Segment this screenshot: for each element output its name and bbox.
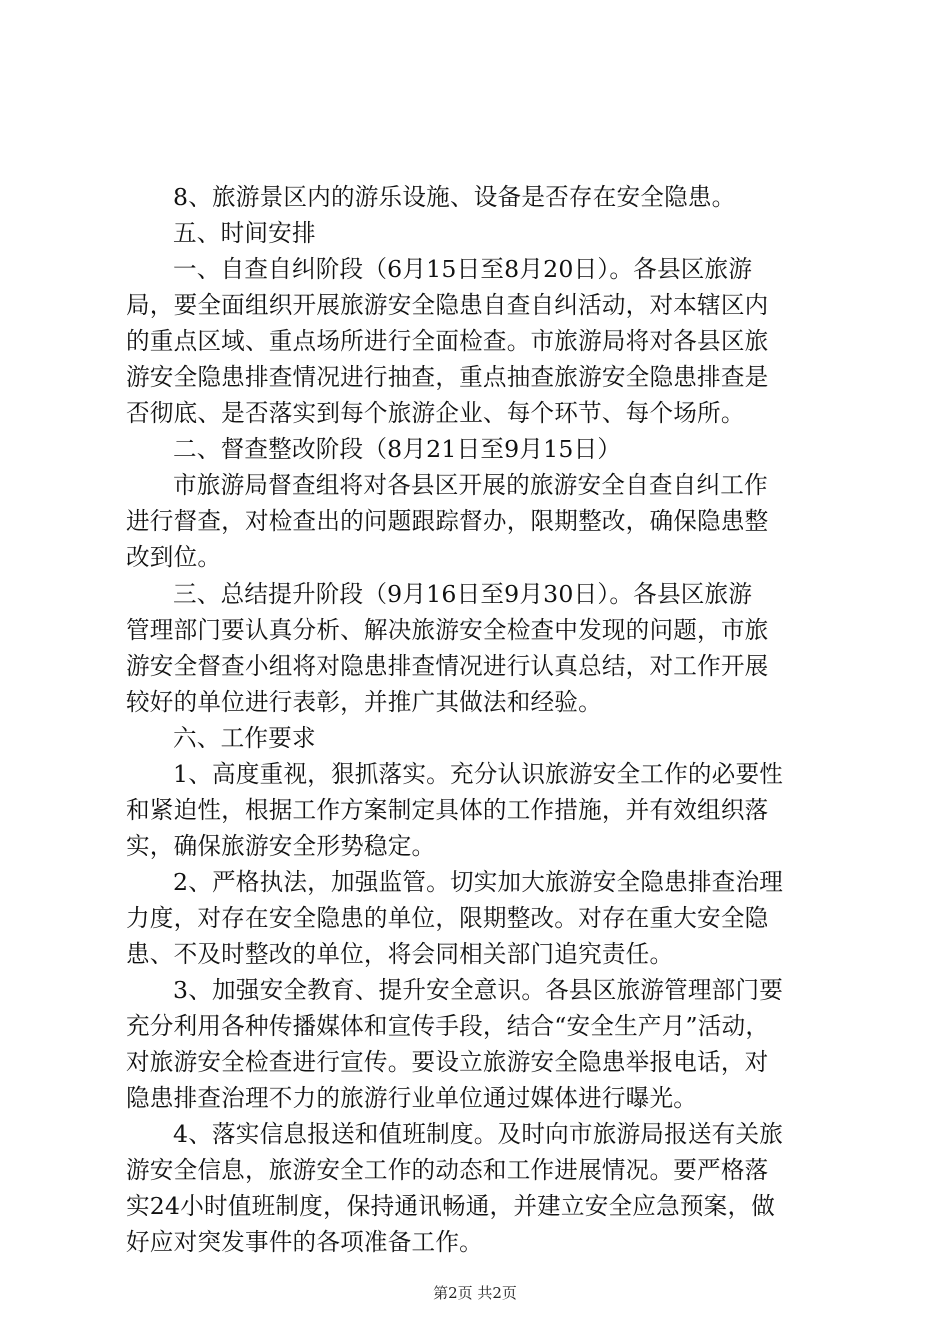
document-body (126, 179, 826, 1260)
text-line: 二、督查整改阶段（8月21日至9月15日） (173, 435, 622, 464)
text-line: 改到位。 (126, 543, 222, 572)
text-line: 管理部门要认真分析、解决旅游安全检查中发现的问题，市旅 (126, 615, 769, 644)
text-line: 1、高度重视，狠抓落实。充分认识旅游安全工作的必要性 (173, 759, 784, 788)
text-line: 4、落实信息报送和值班制度。及时向市旅游局报送有关旅 (173, 1120, 784, 1149)
text-line: 游安全隐患排查情况进行抽查，重点抽查旅游安全隐患排查是 (126, 363, 769, 392)
text-line: 否彻底、是否落实到每个旅游企业、每个环节、每个场所。 (126, 399, 745, 428)
text-line: 的重点区域、重点场所进行全面检查。市旅游局将对各县区旅 (126, 327, 769, 356)
text-line: 隐患排查治理不力的旅游行业单位通过媒体进行曝光。 (126, 1084, 698, 1113)
text-line: 游安全督查小组将对隐患排查情况进行认真总结，对工作开展 (126, 651, 769, 680)
text-line: 进行督查，对检查出的问题跟踪督办，限期整改，确保隐患整 (126, 507, 769, 536)
text-line: 和紧迫性，根据工作方案制定具体的工作措施，并有效组织落 (126, 795, 769, 824)
text-line: 2、严格执法，加强监管。切实加大旅游安全隐患排查治理 (173, 867, 784, 896)
page-number: 第2页 共2页 (433, 1284, 517, 1302)
text-line: 较好的单位进行表彰，并推广其做法和经验。 (126, 687, 602, 716)
text-line: 力度，对存在安全隐患的单位，限期整改。对存在重大安全隐 (126, 903, 769, 932)
text-line: 好应对突发事件的各项准备工作。 (126, 1228, 483, 1257)
text-line: 3、加强安全教育、提升安全意识。各县区旅游管理部门要 (173, 976, 784, 1005)
text-line: 8、旅游景区内的游乐设施、设备是否存在安全隐患。 (173, 183, 736, 211)
section-heading: 六、工作要求 (173, 723, 316, 752)
text-line: 游安全信息，旅游安全工作的动态和工作进展情况。要严格落 (126, 1156, 769, 1185)
section-heading: 五、时间安排 (173, 219, 316, 248)
text-line: 对旅游安全检查进行宣传。要设立旅游安全隐患举报电话，对 (126, 1048, 769, 1077)
text-line: 充分利用各种传播媒体和宣传手段，结合“安全生产月”活动， (126, 1012, 770, 1041)
text-line: 三、总结提升阶段（9月16日至9月30日）。各县区旅游 (173, 579, 753, 608)
text-line: 一、自查自纠阶段（6月15日至8月20日）。各县区旅游 (173, 255, 753, 284)
text-line: 患、不及时整改的单位，将会同相关部门追究责任。 (126, 939, 674, 968)
text-line: 局，要全面组织开展旅游安全隐患自查自纠活动，对本辖区内 (126, 291, 769, 320)
text-line: 实24小时值班制度，保持通讯畅通，并建立安全应急预案，做 (126, 1192, 776, 1221)
text-line: 实，确保旅游安全形势稳定。 (126, 831, 436, 860)
text-line: 市旅游局督查组将对各县区开展的旅游安全自查自纠工作 (173, 471, 768, 500)
